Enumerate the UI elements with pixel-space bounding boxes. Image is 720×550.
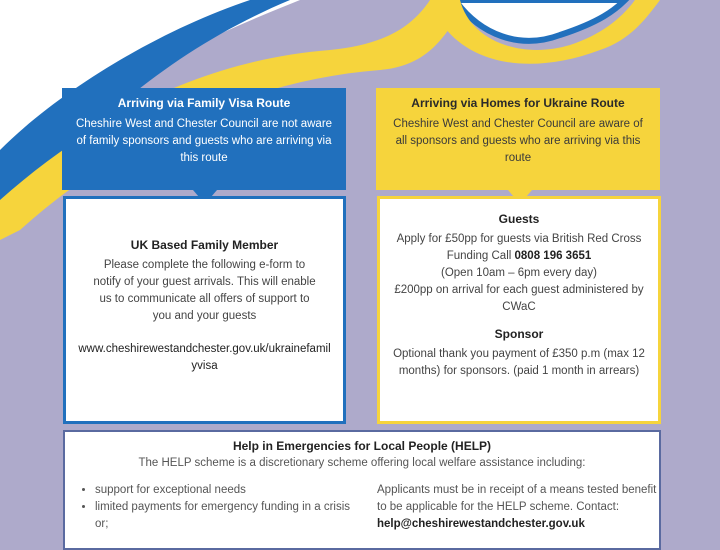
sponsor-title: Sponsor [494,327,544,341]
help-intro: The HELP scheme is a discretionary scheme offering local welfare assistance including: [138,457,586,469]
ukraine-guests-card [377,196,661,424]
help-bullet-list [65,482,365,533]
homes-for-ukraine-header [376,88,660,190]
guests-phone: 0808 196 3651 [514,250,592,262]
list-item: • limited payments for emergency funding in a crisis or; [95,499,365,533]
family-visa-link[interactable]: www.cheshirewestandchester.gov.uk/ukrainefamilyvisa [78,343,331,372]
list-item: • support for exceptional needs [95,482,365,499]
family-member-title: UK Based Family Member [130,238,279,252]
homes-for-ukraine-description: Cheshire West and Chester Council are aware of all sponsors and guests who are arriving via this route [393,118,643,164]
guests-title: Guests [498,212,540,226]
guests-arrival-payment: £200pp on arrival for each guest administered by CWaC [394,284,644,313]
family-visa-description: Cheshire West and Chester Council are not aware of family sponsors and guests who are arriving via this route [75,118,333,164]
help-eligibility-text: Applicants must be in receipt of a means tested benefit to be applicable for the HELP scheme. [377,484,657,513]
help-contact-email[interactable]: help@cheshirewestandchester.gov.uk [377,518,585,530]
family-member-text: Please complete the following e-form to notify of your guest arrivals. This will enable us to communicate all offers of support to you and your guests [93,259,316,322]
family-visa-header [62,88,346,190]
family-member-card [63,196,346,424]
guests-hours: (Open 10am – 6pm every day) [441,267,597,279]
sponsor-text: Optional thank you payment of £350 p.m (max 12 months) for sponsors. (paid 1 month in arrears) [393,348,645,377]
help-title: Help in Emergencies for Local People (HELP) [232,439,492,453]
guests-text: Apply for £50pp for guests via British Red Cross Funding Call [396,233,642,262]
family-visa-title: Arriving via Family Visa Route [117,96,291,110]
contact-label: Contact: [576,501,620,513]
help-scheme-box [63,430,661,550]
homes-for-ukraine-title: Arriving via Homes for Ukraine Route [411,96,625,110]
